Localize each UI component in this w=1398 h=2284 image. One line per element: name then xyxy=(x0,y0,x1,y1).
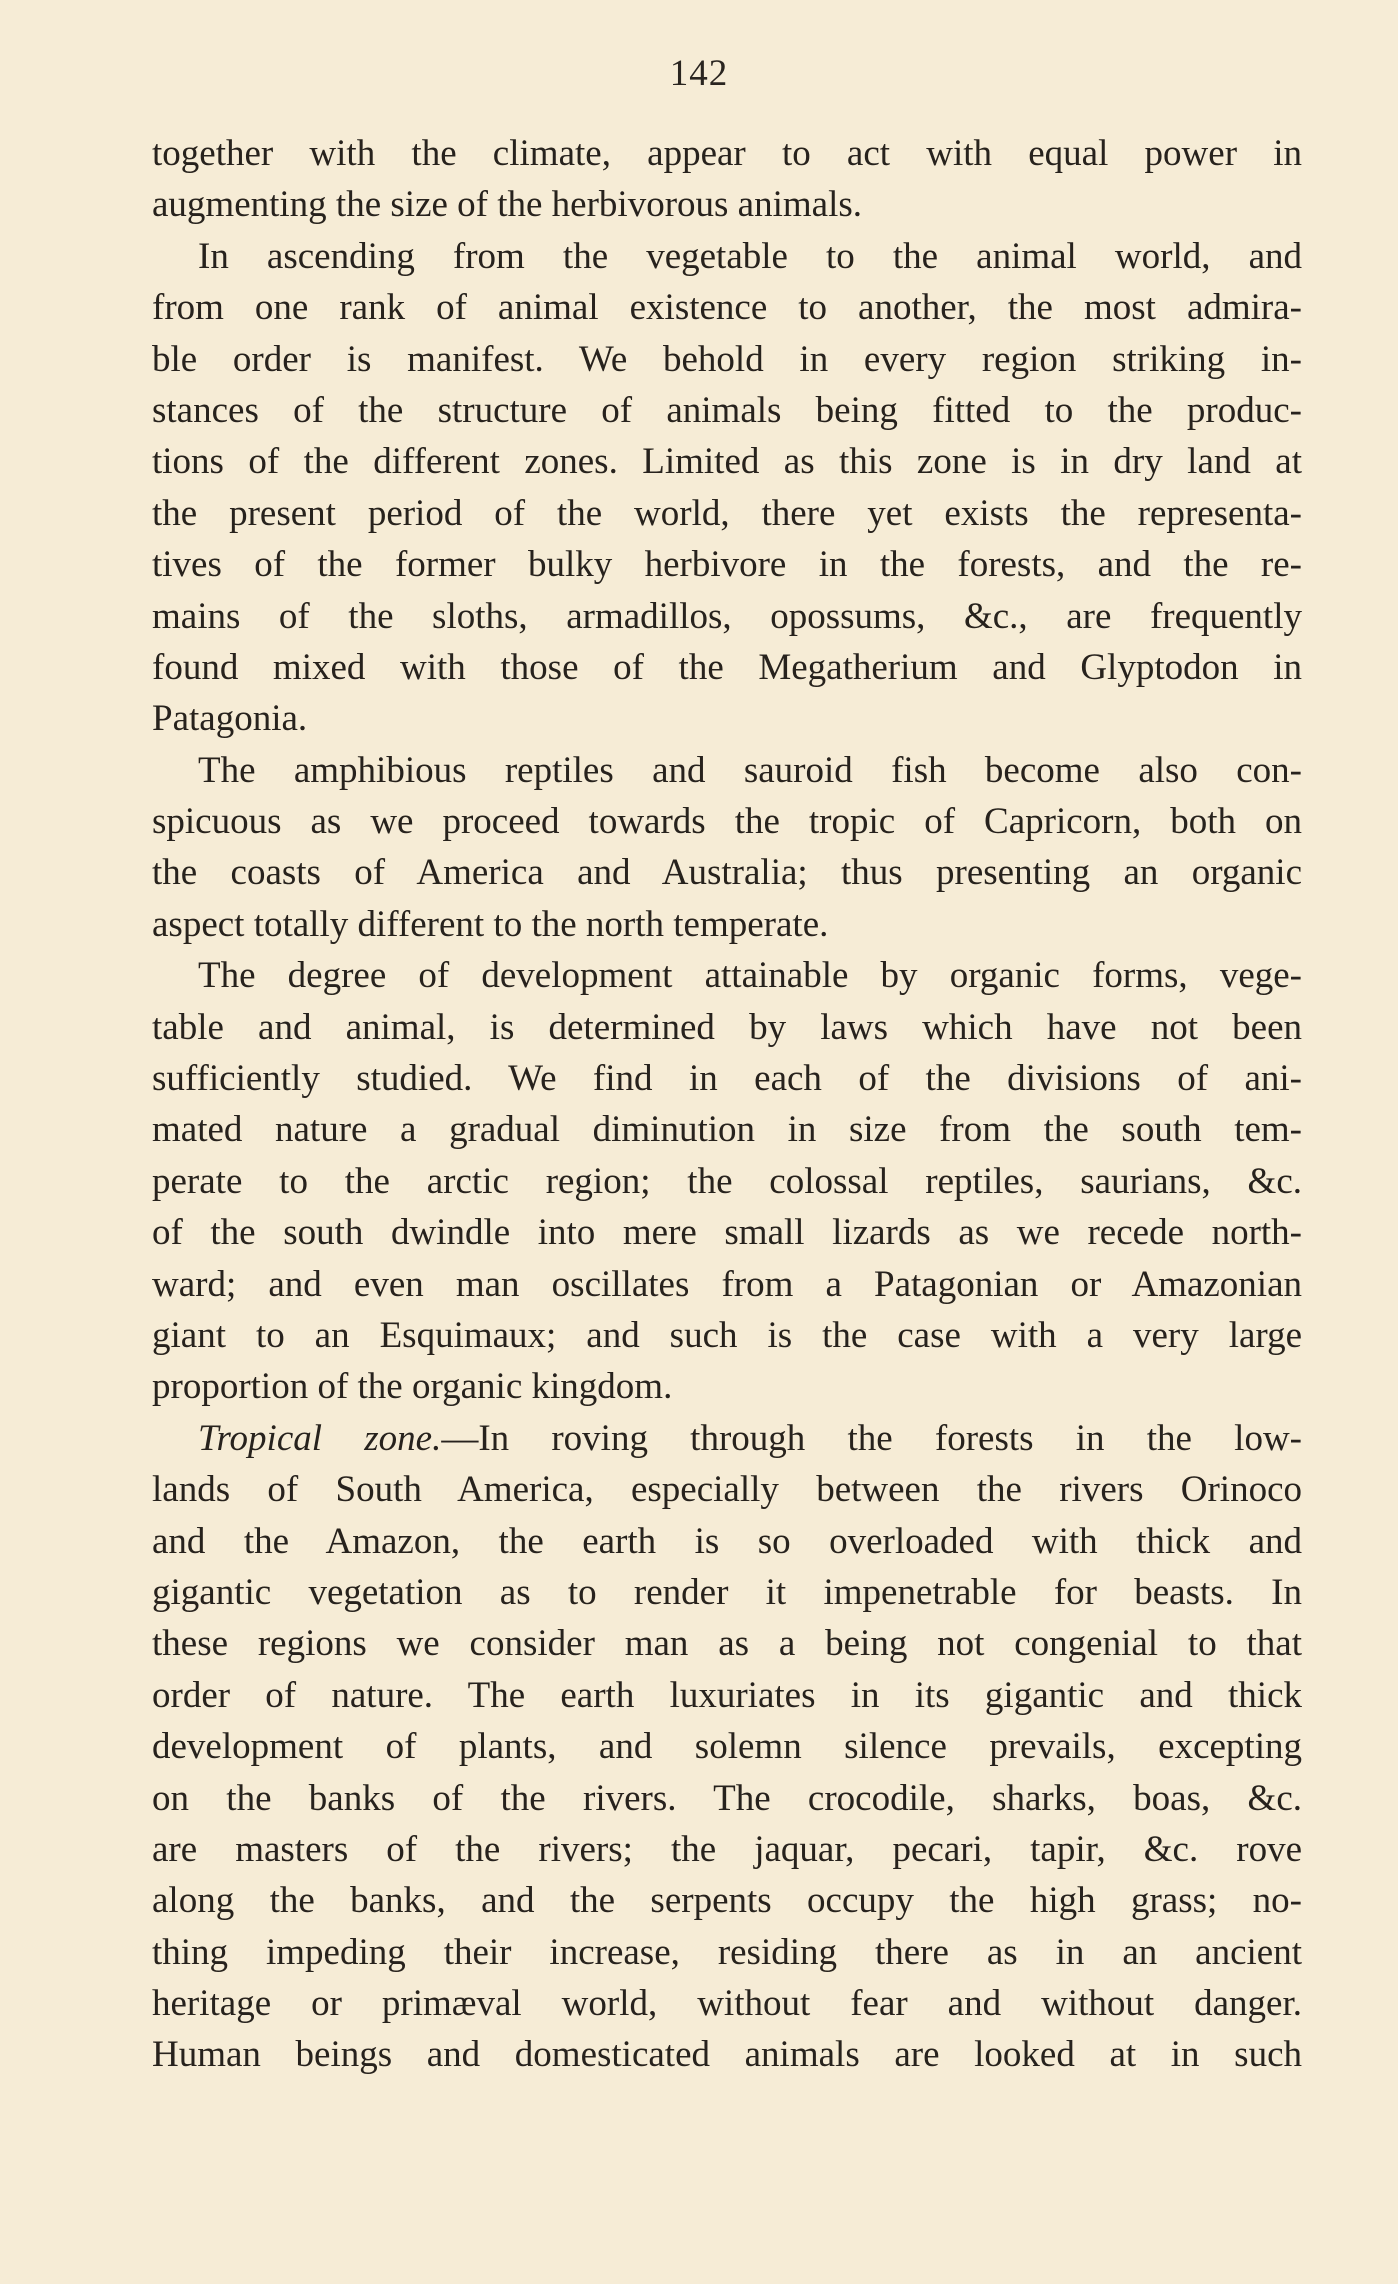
text-line: development of plants, and solemn silence prevails, excepting xyxy=(152,1726,1302,1768)
text-line: sufficiently studied. We find in each of the divisions of ani- xyxy=(152,1058,1302,1100)
text-line: order of nature. The earth luxuriates in its gigantic and thick xyxy=(152,1674,1302,1716)
text-line: The amphibious reptiles and sauroid fish become also con- xyxy=(198,749,1302,791)
text-line: the coasts of America and Australia; thus presenting an organic xyxy=(152,852,1302,894)
text-line: from one rank of animal existence to another, the most admira- xyxy=(152,287,1302,329)
text-line: table and animal, is determined by laws which have not been xyxy=(152,1006,1302,1048)
text-line: ward; and even man oscillates from a Patagonian or Amazonian xyxy=(152,1263,1302,1305)
text-line: aspect totally different to the north temperate. xyxy=(152,903,829,945)
text-line: mains of the sloths, armadillos, opossums, &c., are frequently xyxy=(152,595,1302,637)
text-line: The degree of development attainable by organic forms, vege- xyxy=(198,955,1302,997)
section-heading-italic: Tropical zone. xyxy=(198,1417,442,1459)
text-line: on the banks of the rivers. The crocodile, sharks, boas, &c. xyxy=(152,1777,1302,1819)
text-line: Human beings and domesticated animals are looked at in such xyxy=(152,2034,1302,2076)
page-number: 142 xyxy=(669,53,729,94)
text-line: together with the climate, appear to act with equal power in xyxy=(152,133,1302,174)
text-line: mated nature a gradual diminution in size from the south tem- xyxy=(152,1109,1302,1151)
section-lead-text: —In roving through the forests in the low- xyxy=(441,1417,1302,1459)
text-line: proportion of the organic kingdom. xyxy=(152,1366,673,1408)
section-lead-line xyxy=(152,1413,1302,1464)
text-line: perate to the arctic region; the colossal reptiles, saurians, &c. xyxy=(152,1160,1302,1202)
text-line: found mixed with those of the Megatherium and Glyptodon in xyxy=(152,646,1302,688)
text-line: ble order is manifest. We behold in every region striking in- xyxy=(152,338,1302,380)
text-line: these regions we consider man as a being not congenial to that xyxy=(152,1623,1302,1665)
text-line: In ascending from the vegetable to the animal world, and xyxy=(198,235,1302,277)
text-line: Patagonia. xyxy=(152,698,308,740)
text-line: gigantic vegetation as to render it impenetrable for beasts. In xyxy=(152,1571,1302,1613)
text-line: and the Amazon, the earth is so overloaded with thick and xyxy=(152,1520,1302,1562)
text-line: heritage or primæval world, without fear and without danger. xyxy=(152,1983,1302,2025)
text-line: lands of South America, especially between the rivers Orinoco xyxy=(152,1469,1302,1511)
text-line: the present period of the world, there yet exists the representa- xyxy=(152,492,1302,534)
text-line: of the south dwindle into mere small lizards as we recede north- xyxy=(152,1212,1302,1254)
text-line: giant to an Esquimaux; and such is the case with a very large xyxy=(152,1314,1302,1356)
text-line: augmenting the size of the herbivorous animals. xyxy=(152,184,863,226)
text-line: spicuous as we proceed towards the tropic of Capricorn, both on xyxy=(152,801,1302,843)
body-text xyxy=(152,128,1302,2081)
text-line: are masters of the rivers; the jaquar, pecari, tapir, &c. rove xyxy=(152,1828,1302,1870)
text-line: stances of the structure of animals being fitted to the produc- xyxy=(152,389,1302,431)
text-line: tives of the former bulky herbivore in the forests, and the re- xyxy=(152,544,1302,586)
text-line: along the banks, and the serpents occupy the high grass; no- xyxy=(152,1880,1302,1922)
text-line: thing impeding their increase, residing there as in an ancient xyxy=(152,1931,1302,1973)
text-line: tions of the different zones. Limited as this zone is in dry land at xyxy=(152,441,1302,483)
